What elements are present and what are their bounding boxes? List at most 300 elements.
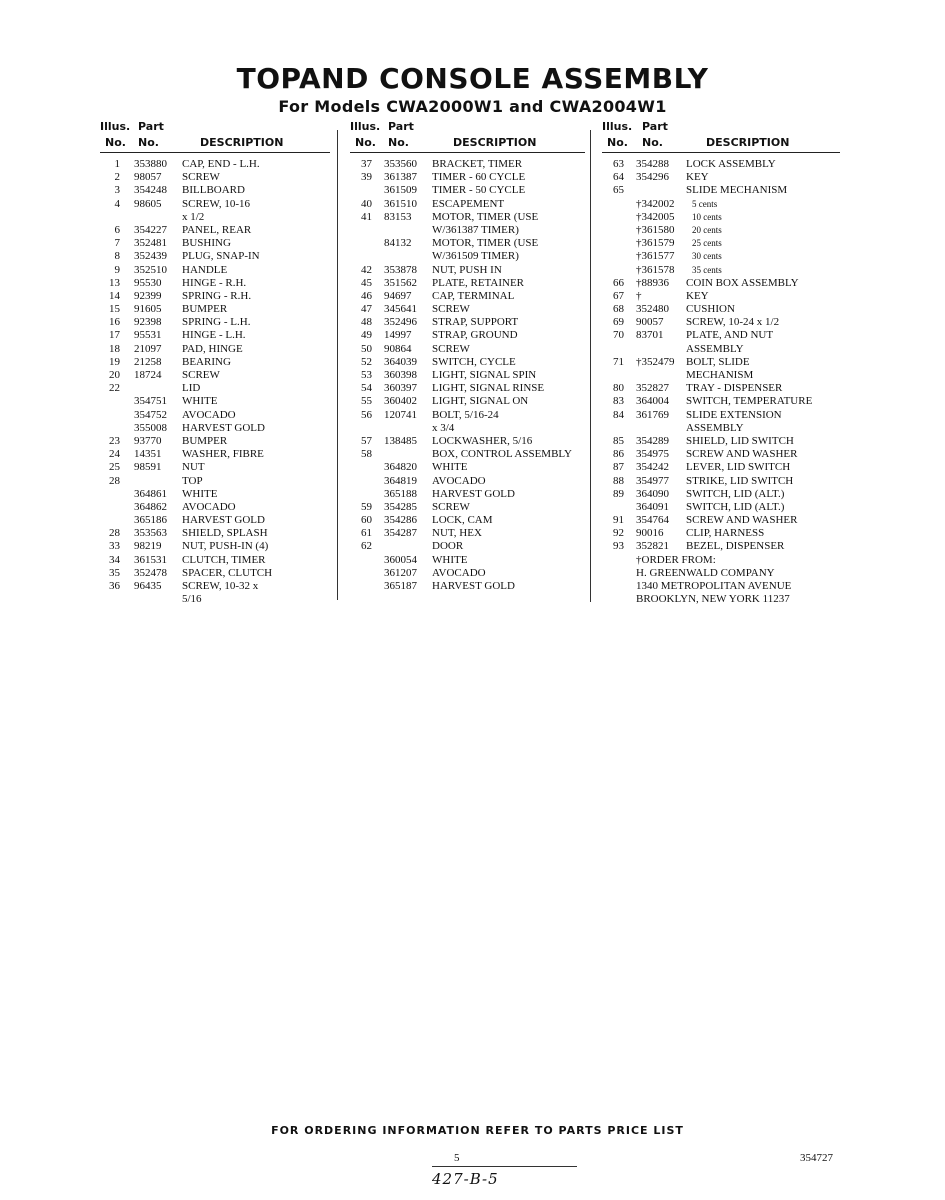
part-number: 90864: [384, 342, 412, 355]
illus-number: 36: [109, 580, 120, 592]
illus-number: 86: [613, 448, 624, 461]
part-description: SPRING - L.H.: [182, 316, 251, 329]
parts-row: [100, 409, 330, 422]
part-number: 98219: [134, 540, 162, 553]
parts-row: [350, 211, 585, 224]
part-number: 360397: [384, 382, 417, 395]
part-number: 21097: [134, 342, 162, 355]
part-number: 354752: [134, 408, 167, 421]
part-number: 360054: [384, 553, 417, 566]
illus-number: 49: [361, 329, 372, 342]
parts-row: [350, 184, 585, 197]
parts-row: [350, 290, 585, 303]
column-divider: [337, 130, 338, 600]
illus-number: 91: [613, 514, 624, 527]
page-subtitle: For Models CWA2000W1 and CWA2004W1: [278, 97, 667, 116]
part-description: NUT: [182, 461, 205, 474]
illus-number: 15: [109, 303, 120, 316]
parts-row: [350, 527, 585, 540]
parts-row: [602, 593, 840, 606]
parts-row: [602, 329, 840, 342]
part-description: LOCK, CAM: [432, 514, 493, 527]
parts-row: [100, 514, 330, 527]
part-description: LID: [182, 382, 201, 395]
part-description: SPACER, CLUTCH: [182, 566, 273, 579]
part-number: 364004: [636, 395, 669, 408]
part-description: WHITE: [432, 461, 468, 474]
part-description: PLATE, AND NUT: [686, 329, 774, 342]
part-number: 361769: [636, 408, 669, 421]
part-number: 361531: [134, 553, 167, 566]
part-number: 354977: [636, 474, 669, 487]
part-description: AVOCADO: [182, 500, 236, 513]
illus-number: 2: [114, 171, 120, 184]
part-description: WASHER, FIBRE: [182, 448, 264, 461]
part-number: 98591: [134, 461, 162, 474]
parts-row: [350, 356, 585, 369]
part-description: 30 cents: [692, 251, 722, 262]
part-number: 354285: [384, 500, 417, 513]
parts-row: [602, 475, 840, 488]
parts-row: [100, 369, 330, 382]
header-part-no: No.: [388, 136, 409, 149]
parts-row: [602, 343, 840, 356]
part-description: SCREW, 10-24 x 1/2: [686, 316, 780, 329]
part-number: †88936: [636, 276, 669, 289]
illus-number: 57: [361, 434, 372, 447]
illus-number: 45: [361, 276, 372, 289]
part-description: STRAP, GROUND: [432, 329, 518, 342]
illus-number: 13: [109, 276, 120, 289]
part-number: 18724: [134, 369, 162, 381]
parts-row: [602, 264, 840, 277]
illus-number: 66: [613, 276, 624, 289]
part-number: 353563: [134, 527, 167, 540]
part-number: 353878: [384, 263, 417, 276]
part-description: SWITCH, CYCLE: [432, 355, 516, 368]
part-number: †352479: [636, 355, 675, 368]
illus-number: 56: [361, 408, 372, 421]
parts-row: [602, 461, 840, 474]
part-number: 354975: [636, 448, 669, 461]
parts-row: [602, 250, 840, 263]
illus-number: 18: [109, 342, 120, 355]
column-header: [100, 120, 330, 153]
parts-row: [350, 580, 585, 593]
parts-row: [350, 303, 585, 316]
parts-row: [602, 224, 840, 237]
part-number: 354287: [384, 527, 417, 540]
parts-row: [100, 264, 330, 277]
part-description: BROOKLYN, NEW YORK 11237: [636, 593, 790, 606]
part-description: 35 cents: [692, 264, 722, 275]
parts-row: [100, 237, 330, 250]
illus-number: 80: [613, 382, 624, 395]
part-description: 1340 METROPOLITAN AVENUE: [636, 580, 792, 592]
parts-row: [350, 343, 585, 356]
part-number: †361577: [636, 250, 675, 263]
illus-number: 58: [361, 448, 372, 461]
part-number: 361510: [384, 197, 417, 210]
part-description: CLUTCH, TIMER: [182, 553, 266, 566]
part-description: WHITE: [432, 553, 468, 566]
parts-row: [350, 171, 585, 184]
illus-number: 34: [109, 553, 120, 566]
illus-number: 68: [613, 303, 624, 316]
part-description: SCREW: [182, 171, 220, 184]
part-number: 365188: [384, 487, 417, 500]
parts-row: [602, 540, 840, 553]
part-description: W/361387 TIMER): [432, 223, 519, 236]
part-number: 353560: [384, 158, 417, 170]
part-number: 354242: [636, 461, 669, 474]
parts-row: [602, 277, 840, 290]
illus-number: 22: [109, 382, 120, 395]
header-part-no: No.: [138, 136, 159, 149]
column-header: [602, 120, 840, 153]
part-number: †342002: [636, 197, 675, 210]
parts-row: [350, 264, 585, 277]
parts-row: [602, 409, 840, 422]
header-illus-label: Illus.: [350, 120, 381, 133]
parts-row: [602, 198, 840, 211]
parts-row: [602, 158, 840, 171]
part-number: 120741: [384, 408, 417, 421]
part-description: SCREW, 10-32 x: [182, 580, 259, 592]
part-description: ESCAPEMENT: [432, 197, 505, 210]
part-description: NUT, PUSH IN: [432, 263, 502, 276]
illus-number: 62: [361, 540, 372, 553]
part-description: x 3/4: [432, 421, 455, 434]
part-number: 14351: [134, 448, 162, 461]
illus-number: 14: [109, 289, 120, 302]
part-number: 92398: [134, 316, 162, 329]
parts-row: [100, 343, 330, 356]
header-description: DESCRIPTION: [706, 136, 790, 149]
parts-row: [100, 567, 330, 580]
parts-row: [602, 211, 840, 224]
part-description: BILLBOARD: [182, 184, 245, 197]
header-part-label: Part: [388, 120, 414, 133]
part-description: HINGE - L.H.: [182, 329, 246, 342]
parts-row: [100, 171, 330, 184]
parts-row: [602, 369, 840, 382]
parts-row: [350, 329, 585, 342]
parts-row: [602, 290, 840, 303]
parts-row: [100, 211, 330, 224]
illus-number: 88: [613, 474, 624, 487]
part-description: KEY: [686, 289, 709, 302]
part-description: BOLT, SLIDE: [686, 355, 750, 368]
part-number: 352481: [134, 237, 167, 250]
part-number: 364039: [384, 355, 417, 368]
part-number: 90016: [636, 527, 664, 540]
part-description: 20 cents: [692, 224, 722, 235]
parts-row: [602, 501, 840, 514]
part-description: BUMPER: [182, 303, 228, 316]
parts-row: [100, 461, 330, 474]
illus-number: 93: [613, 540, 624, 553]
part-description: SLIDE EXTENSION: [686, 408, 782, 421]
part-number: 365186: [134, 514, 167, 527]
part-number: 360402: [384, 395, 417, 408]
parts-row: [602, 422, 840, 435]
part-description: CAP, END - L.H.: [182, 158, 260, 170]
part-description: LOCK ASSEMBLY: [686, 158, 776, 170]
parts-row: [350, 250, 585, 263]
parts-row: [350, 554, 585, 567]
part-number: 352478: [134, 566, 167, 579]
part-number: 91605: [134, 303, 162, 316]
part-number: 354296: [636, 171, 669, 184]
parts-row: [100, 356, 330, 369]
part-description: PAD, HINGE: [182, 342, 243, 355]
part-number: 90057: [636, 316, 664, 329]
parts-row: [100, 422, 330, 435]
part-number: 352439: [134, 250, 167, 263]
part-description: SCREW: [432, 342, 470, 355]
part-description: STRAP, SUPPORT: [432, 316, 519, 329]
part-description: W/361509 TIMER): [432, 250, 519, 263]
part-description: SCREW: [432, 500, 470, 513]
illus-number: 8: [114, 250, 120, 263]
part-number: 94697: [384, 289, 412, 302]
part-description: BOLT, 5/16-24: [432, 408, 499, 421]
parts-row: [100, 316, 330, 329]
part-number: †361579: [636, 237, 675, 250]
part-number: 352480: [636, 303, 669, 316]
parts-row: [100, 448, 330, 461]
parts-row: [602, 303, 840, 316]
part-description: PLUG, SNAP-IN: [182, 250, 260, 263]
parts-row: [350, 237, 585, 250]
illus-number: 42: [361, 263, 372, 276]
illus-number: 16: [109, 316, 120, 329]
parts-row: [350, 369, 585, 382]
part-number: 361387: [384, 171, 417, 184]
parts-row: [350, 501, 585, 514]
part-number: 352510: [134, 263, 167, 276]
part-description: SLIDE MECHANISM: [686, 184, 788, 197]
illus-number: 28: [109, 527, 120, 540]
illus-number: 52: [361, 355, 372, 368]
part-description: TOP: [182, 474, 203, 487]
illus-number: 87: [613, 461, 624, 474]
part-description: NUT, PUSH-IN (4): [182, 540, 269, 553]
part-number: 351562: [384, 276, 417, 289]
part-description: SHIELD, LID SWITCH: [686, 434, 794, 447]
illus-number: 4: [114, 197, 120, 210]
parts-row: [602, 514, 840, 527]
illus-number: 67: [613, 289, 624, 302]
illus-number: 53: [361, 369, 372, 381]
part-number: 364862: [134, 500, 167, 513]
parts-row: [350, 224, 585, 237]
illus-number: 1: [114, 158, 120, 170]
part-description: HANDLE: [182, 263, 228, 276]
parts-row: [602, 554, 840, 567]
parts-row: [350, 540, 585, 553]
illus-number: 47: [361, 303, 372, 316]
part-description: COIN BOX ASSEMBLY: [686, 276, 799, 289]
illus-number: 28: [109, 474, 120, 487]
parts-row: [350, 395, 585, 408]
part-description: CAP, TERMINAL: [432, 289, 515, 302]
parts-row: [350, 435, 585, 448]
part-description: x 1/2: [182, 210, 205, 223]
illus-number: 85: [613, 434, 624, 447]
part-description: SCREW AND WASHER: [686, 448, 798, 461]
part-description: 5/16: [182, 593, 202, 606]
part-number: 98605: [134, 197, 162, 210]
header-description: DESCRIPTION: [200, 136, 284, 149]
illus-number: 59: [361, 500, 372, 513]
part-number: 93770: [134, 434, 162, 447]
part-description: LOCKWASHER, 5/16: [432, 434, 533, 447]
parts-row: [100, 184, 330, 197]
illus-number: 39: [361, 171, 372, 184]
part-description: H. GREENWALD COMPANY: [636, 566, 775, 579]
part-description: NUT, HEX: [432, 527, 482, 540]
parts-row: [350, 514, 585, 527]
part-description: ASSEMBLY: [686, 421, 744, 434]
illus-number: 55: [361, 395, 372, 408]
parts-row: [100, 329, 330, 342]
part-number: †: [636, 289, 642, 302]
part-number: 21258: [134, 355, 162, 368]
part-number: 83701: [636, 329, 664, 342]
parts-row: [350, 382, 585, 395]
illus-number: 41: [361, 210, 372, 223]
document-number: 354727: [800, 1152, 833, 1164]
part-description: BRACKET, TIMER: [432, 158, 523, 170]
part-number: 84132: [384, 237, 412, 250]
part-number: 352821: [636, 540, 669, 553]
part-description: SPRING - R.H.: [182, 289, 252, 302]
part-number: 364820: [384, 461, 417, 474]
illus-number: 7: [114, 237, 120, 250]
illus-number: 83: [613, 395, 624, 408]
parts-row: [100, 303, 330, 316]
part-description: PLATE, RETAINER: [432, 276, 525, 289]
part-number: 354764: [636, 514, 669, 527]
part-description: LIGHT, SIGNAL SPIN: [432, 369, 537, 381]
parts-row: [350, 488, 585, 501]
part-number: †361578: [636, 263, 675, 276]
part-number: 352827: [636, 382, 669, 395]
part-description: LIGHT, SIGNAL RINSE: [432, 382, 545, 395]
illus-number: 70: [613, 329, 624, 342]
ordering-footer: FOR ORDERING INFORMATION REFER TO PARTS PRICE LIST: [271, 1124, 684, 1137]
illus-number: 3: [114, 184, 120, 197]
illus-number: 63: [613, 158, 624, 170]
part-number: 98057: [134, 171, 162, 184]
parts-rows: [100, 153, 330, 606]
part-number: 345641: [384, 303, 417, 316]
header-illus-no: No.: [355, 136, 376, 149]
part-description: HARVEST GOLD: [432, 487, 515, 500]
part-description: SHIELD, SPLASH: [182, 527, 268, 540]
part-number: 364090: [636, 487, 669, 500]
part-number: 354288: [636, 158, 669, 170]
part-number: 352496: [384, 316, 417, 329]
part-description: 25 cents: [692, 238, 722, 249]
part-number: 364861: [134, 487, 167, 500]
part-description: ASSEMBLY: [686, 342, 744, 355]
part-description: BOX, CONTROL ASSEMBLY: [432, 448, 572, 461]
illus-number: 69: [613, 316, 624, 329]
part-description: HARVEST GOLD: [182, 514, 265, 527]
parts-rows: [602, 153, 840, 606]
parts-row: [100, 488, 330, 501]
parts-row: [602, 567, 840, 580]
parts-column-2: [350, 120, 585, 593]
parts-column-3: [602, 120, 840, 606]
header-part-label: Part: [642, 120, 668, 133]
part-description: 5 cents: [692, 198, 718, 209]
part-description: MOTOR, TIMER (USE: [432, 237, 539, 250]
illus-number: 20: [109, 369, 120, 381]
part-description: BUSHING: [182, 237, 231, 250]
parts-row: [100, 593, 330, 606]
part-number: †342005: [636, 210, 675, 223]
illus-number: 24: [109, 448, 120, 461]
part-description: SWITCH, LID (ALT.): [686, 500, 785, 513]
parts-row: [602, 395, 840, 408]
parts-row: [350, 409, 585, 422]
part-description: CLIP, HARNESS: [686, 527, 765, 540]
part-description: TIMER - 60 CYCLE: [432, 171, 526, 184]
part-description: MOTOR, TIMER (USE: [432, 210, 539, 223]
illus-number: 48: [361, 316, 372, 329]
part-number: 361509: [384, 184, 417, 197]
part-number: †361580: [636, 223, 675, 236]
part-description: LIGHT, SIGNAL ON: [432, 395, 529, 408]
parts-row: [100, 527, 330, 540]
part-description: AVOCADO: [432, 566, 486, 579]
part-description: SWITCH, TEMPERATURE: [686, 395, 813, 408]
parts-rows: [350, 153, 585, 593]
part-description: BEZEL, DISPENSER: [686, 540, 785, 553]
parts-row: [350, 567, 585, 580]
parts-row: [350, 448, 585, 461]
header-part-no: No.: [642, 136, 663, 149]
parts-row: [100, 290, 330, 303]
parts-row: [100, 540, 330, 553]
illus-number: 19: [109, 355, 120, 368]
header-illus-label: Illus.: [100, 120, 131, 133]
part-number: 360398: [384, 369, 417, 381]
part-description: AVOCADO: [182, 408, 236, 421]
illus-number: 23: [109, 434, 120, 447]
part-description: SCREW AND WASHER: [686, 514, 798, 527]
part-description: SCREW, 10-16: [182, 197, 251, 210]
part-description: TIMER - 50 CYCLE: [432, 184, 526, 197]
parts-row: [602, 580, 840, 593]
page-title: TOPAND CONSOLE ASSEMBLY: [236, 62, 709, 95]
illus-number: 54: [361, 382, 372, 395]
part-description: STRIKE, LID SWITCH: [686, 474, 794, 487]
parts-row: [602, 382, 840, 395]
part-description: HARVEST GOLD: [432, 580, 515, 592]
parts-row: [100, 475, 330, 488]
part-description: DOOR: [432, 540, 464, 553]
part-number: 138485: [384, 434, 417, 447]
parts-row: [602, 435, 840, 448]
part-description: WHITE: [182, 395, 218, 408]
parts-row: [602, 356, 840, 369]
parts-row: [100, 382, 330, 395]
